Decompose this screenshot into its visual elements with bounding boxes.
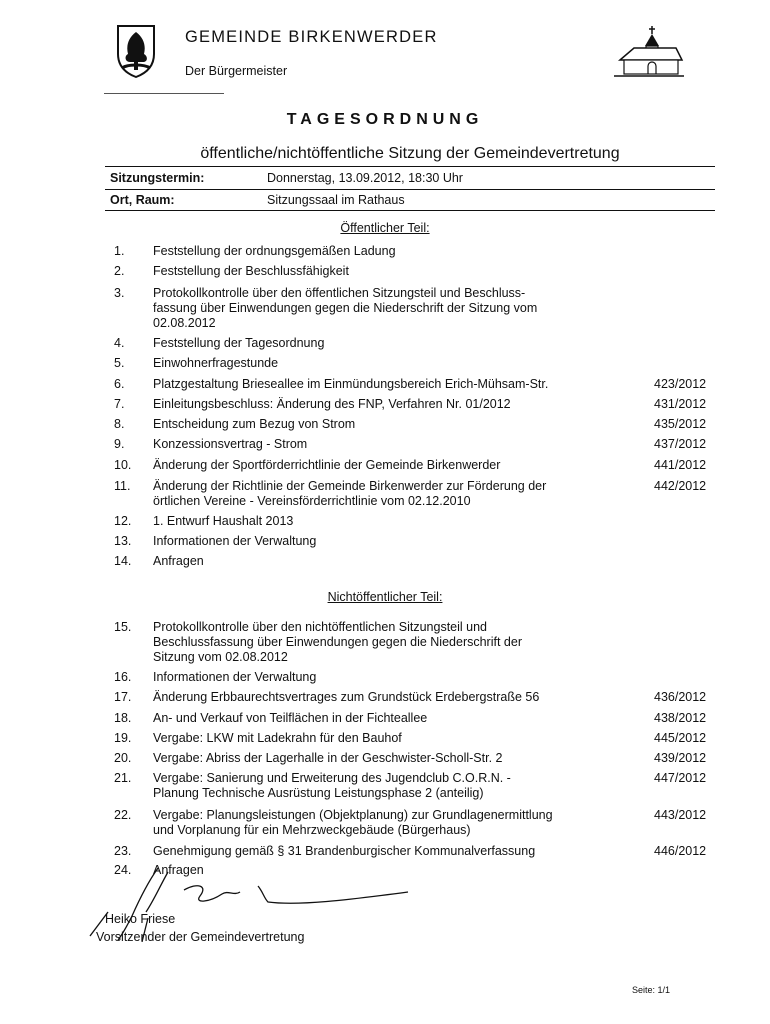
- document-title: TAGESORDNUNG: [286, 111, 484, 128]
- agenda-item-reference: 431/2012: [654, 397, 707, 411]
- agenda-item-number: 15.: [114, 620, 132, 634]
- private-section-heading: Nichtöffentlicher Teil:: [327, 590, 443, 604]
- agenda-item-text: Einwohnerfragestunde: [153, 356, 279, 370]
- agenda-item-reference: 446/2012: [654, 844, 707, 858]
- agenda-item-text: Änderung Erbbaurechtsvertrages zum Grundstück Erdebergstraße 56: [153, 690, 540, 704]
- agenda-item-text: 1. Entwurf Haushalt 2013: [153, 514, 294, 528]
- agenda-item-text: Änderung der Sportförderrichtlinie der Gemeinde Birkenwerder: [153, 458, 501, 472]
- agenda-item-number: 21.: [114, 771, 132, 785]
- agenda-item-reference: 435/2012: [654, 417, 707, 431]
- date-label: Sitzungstermin:: [110, 171, 205, 185]
- agenda-item-text: Informationen der Verwaltung: [153, 670, 317, 684]
- organization-name: GEMEINDE BIRKENWERDER: [185, 28, 438, 46]
- document-subtitle: öffentliche/nichtöffentliche Sitzung der Gemeindevertretung: [200, 145, 620, 162]
- signatory-name: Heiko Friese: [105, 912, 176, 926]
- agenda-item-reference: 442/2012: [654, 479, 707, 493]
- agenda-item-text: Anfragen: [153, 863, 204, 877]
- agenda-item-number: 8.: [114, 417, 125, 431]
- agenda-item-text: Konzessionsvertrag - Strom: [153, 437, 308, 451]
- agenda-item-number: 6.: [114, 377, 125, 391]
- agenda-item-number: 20.: [114, 751, 132, 765]
- agenda-item-text: Protokollkontrolle über den nichtöffentlichen Sitzungsteil und Beschlussfassung über Einwendungen gegen die Niederschrift der Sitzung vom 02.08.2012: [153, 620, 522, 664]
- signatory-role: Vorsitzender der Gemeindevertretung: [96, 930, 305, 944]
- agenda-item-number: 4.: [114, 336, 125, 350]
- agenda-item-number: 12.: [114, 514, 132, 528]
- agenda-item-number: 7.: [114, 397, 125, 411]
- agenda-item-reference: 436/2012: [654, 690, 707, 704]
- meta-rule: [105, 189, 715, 190]
- agenda-item-reference: 445/2012: [654, 731, 707, 745]
- agenda-item-text: Protokollkontrolle über den öffentlichen Sitzungsteil und Beschluss- fassung über Einwendungen gegen die Niederschrift der Sitzung vom 02.08.2012: [153, 286, 538, 330]
- agenda-item-number: 14.: [114, 554, 132, 568]
- agenda-item-text: Informationen der Verwaltung: [153, 534, 317, 548]
- agenda-item-number: 17.: [114, 690, 132, 704]
- agenda-item-reference: 437/2012: [654, 437, 707, 451]
- place-value: Sitzungssaal im Rathaus: [267, 193, 405, 207]
- agenda-item-number: 1.: [114, 244, 125, 258]
- agenda-item-text: Feststellung der ordnungsgemäßen Ladung: [153, 244, 396, 258]
- agenda-item-reference: 439/2012: [654, 751, 707, 765]
- agenda-item-text: Vergabe: LKW mit Ladekrahn für den Bauhof: [153, 731, 402, 745]
- agenda-item-number: 3.: [114, 286, 125, 300]
- place-label: Ort, Raum:: [110, 193, 175, 207]
- agenda-item-text: An- und Verkauf von Teilflächen in der Fichteallee: [153, 711, 428, 725]
- municipal-crest-icon: [116, 24, 156, 78]
- agenda-item-number: 16.: [114, 670, 132, 684]
- agenda-item-number: 9.: [114, 437, 125, 451]
- organization-sub: Der Bürgermeister: [185, 64, 288, 78]
- header-divider: [104, 93, 224, 94]
- church-logo-icon: [612, 24, 686, 80]
- agenda-item-reference: 443/2012: [654, 808, 707, 822]
- agenda-item-number: 2.: [114, 264, 125, 278]
- agenda-item-number: 5.: [114, 356, 125, 370]
- agenda-item-number: 24.: [114, 863, 132, 877]
- public-section-heading: Öffentlicher Teil:: [340, 221, 430, 235]
- agenda-item-number: 13.: [114, 534, 132, 548]
- agenda-item-text: Vergabe: Planungsleistungen (Objektplanung) zur Grundlagenermittlung und Vorplanung für ein Mehrzweckgebäude (Bürgerhaus): [153, 808, 553, 837]
- agenda-item-reference: 447/2012: [654, 771, 707, 785]
- agenda-item-reference: 441/2012: [654, 458, 707, 472]
- agenda-item-number: 11.: [114, 479, 131, 493]
- page-number: Seite: 1/1: [632, 985, 671, 995]
- agenda-item-reference: 423/2012: [654, 377, 707, 391]
- agenda-item-text: Platzgestaltung Brieseallee im Einmündungsbereich Erich-Mühsam-Str.: [153, 377, 549, 391]
- agenda-item-text: Einleitungsbeschluss: Änderung des FNP, Verfahren Nr. 01/2012: [153, 397, 511, 411]
- agenda-item-number: 23.: [114, 844, 132, 858]
- agenda-item-number: 19.: [114, 731, 132, 745]
- agenda-item-text: Feststellung der Tagesordnung: [153, 336, 325, 350]
- subtitle-rule: [105, 166, 715, 167]
- agenda-item-number: 10.: [114, 458, 132, 472]
- agenda-item-text: Feststellung der Beschlussfähigkeit: [153, 264, 349, 278]
- agenda-item-number: 22.: [114, 808, 132, 822]
- agenda-item-text: Änderung der Richtlinie der Gemeinde Birkenwerder zur Förderung der örtlichen Vereine - Vereinsförderrichtlinie vom 02.12.2010: [153, 479, 547, 508]
- agenda-item-text: Vergabe: Abriss der Lagerhalle in der Geschwister-Scholl-Str. 2: [153, 751, 503, 765]
- agenda-item-text: Entscheidung zum Bezug von Strom: [153, 417, 356, 431]
- date-value: Donnerstag, 13.09.2012, 18:30 Uhr: [267, 171, 463, 185]
- agenda-item-reference: 438/2012: [654, 711, 707, 725]
- agenda-item-number: 18.: [114, 711, 132, 725]
- place-rule: [105, 210, 715, 211]
- agenda-item-text: Genehmigung gemäß § 31 Brandenburgischer Kommunalverfassung: [153, 844, 536, 858]
- agenda-item-text: Vergabe: Sanierung und Erweiterung des Jugendclub C.O.R.N. - Planung Technische Ausrüstung Leistungsphase 2 (anteilig): [153, 771, 511, 800]
- agenda-item-text: Anfragen: [153, 554, 204, 568]
